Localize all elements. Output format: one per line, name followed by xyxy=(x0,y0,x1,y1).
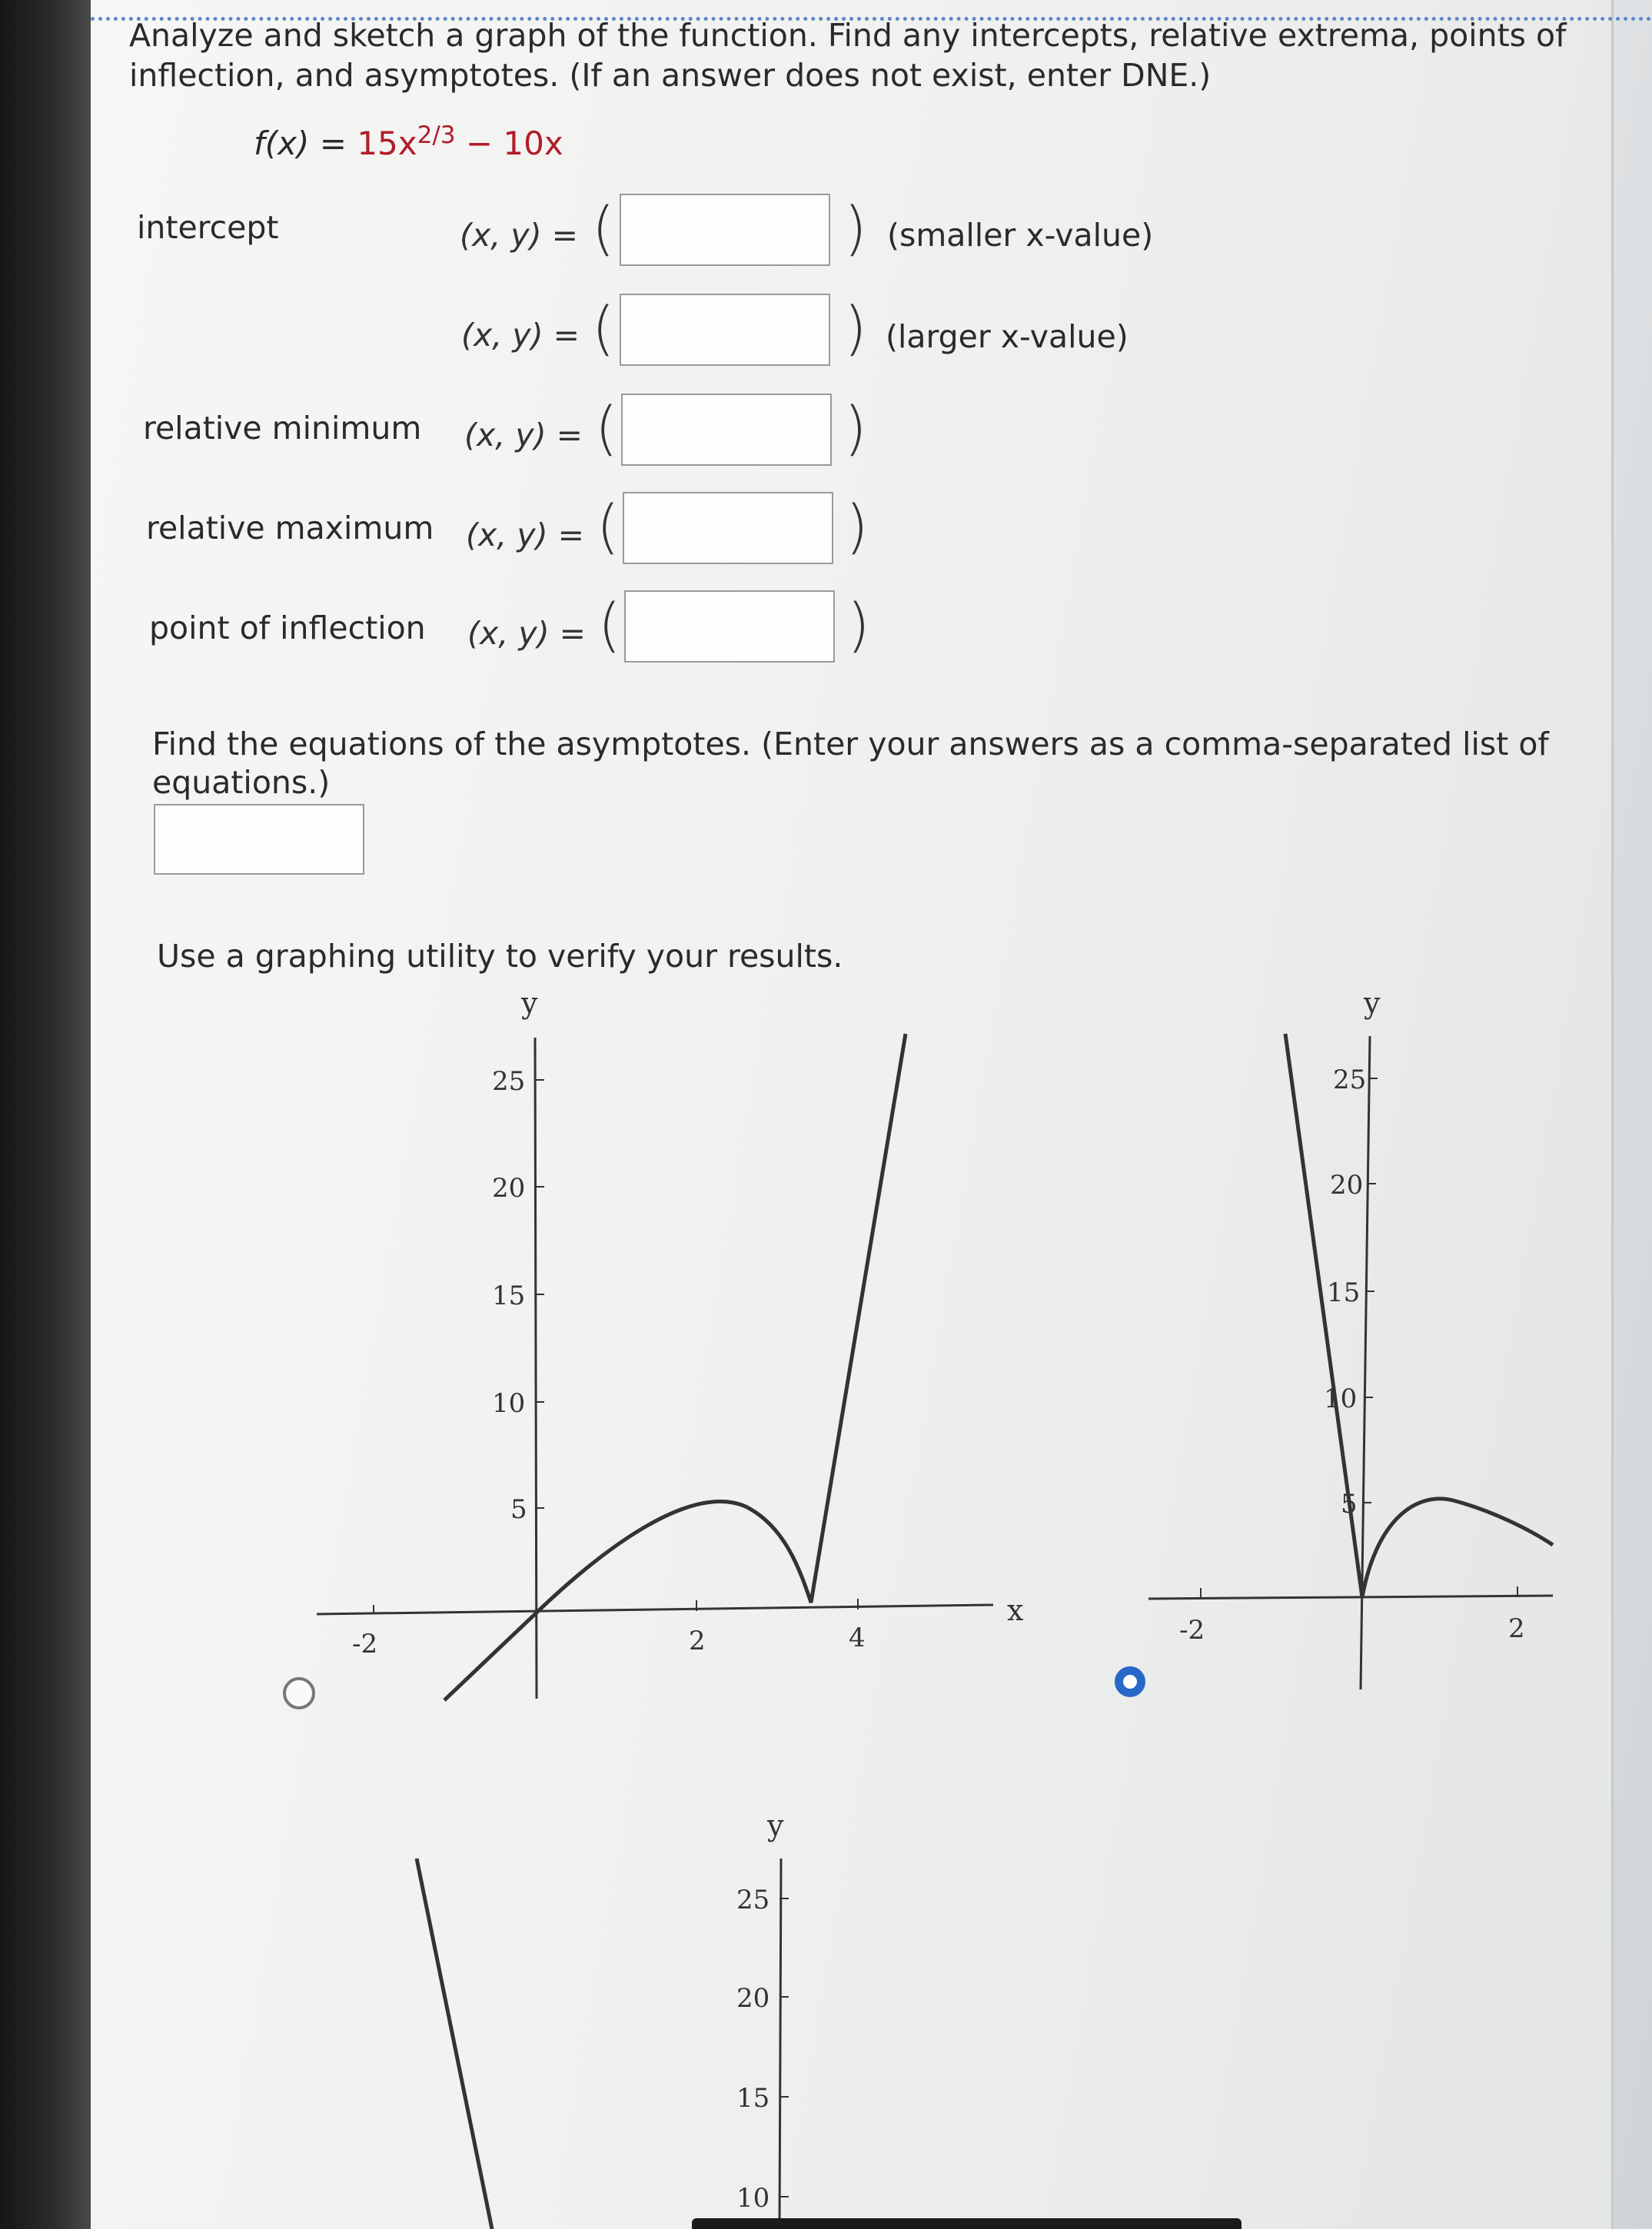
graph-1-x-label: x xyxy=(1007,1593,1024,1627)
graph-1-curve xyxy=(444,1034,906,1700)
graph-1-y-label: y xyxy=(521,986,538,1020)
asymptote-instruction-line-2: equations.) xyxy=(152,764,331,801)
function-rest: − 10x xyxy=(455,125,563,162)
xy-equals-label: (x, y) = xyxy=(461,317,580,354)
open-paren: ( xyxy=(597,492,620,560)
graph-2-curve xyxy=(1285,1034,1553,1597)
close-paren: ) xyxy=(847,590,870,659)
open-paren: ( xyxy=(592,194,615,262)
graphing-utility-prompt: Use a graphing utility to verify your results. xyxy=(157,938,843,975)
row-label-relative-maximum: relative maximum xyxy=(146,510,434,546)
graph-1-ytick-label: 15 xyxy=(492,1281,526,1311)
close-paren: ) xyxy=(846,492,869,560)
open-paren: ( xyxy=(598,590,621,659)
graph-3-curve xyxy=(417,1859,492,2229)
open-paren: ( xyxy=(595,394,618,462)
hint-larger-x: (larger x-value) xyxy=(886,318,1128,355)
close-paren: ) xyxy=(844,294,867,362)
graph-1-ytick-label: 5 xyxy=(510,1494,527,1525)
question-line-1: Analyze and sketch a graph of the function. Find any intercepts, relative extrema, points of xyxy=(129,17,1567,54)
graph-2-ytick-label: 25 xyxy=(1333,1065,1367,1095)
graph-2-xtick-label: 2 xyxy=(1508,1613,1525,1644)
hint-smaller-x: (smaller x-value) xyxy=(887,217,1154,254)
xy-equals-label: (x, y) = xyxy=(460,217,578,254)
graph-2-ytick-label: 10 xyxy=(1324,1384,1358,1414)
graph-1-y-axis xyxy=(535,1038,537,1699)
question-line-2: inflection, and asymptotes. (If an answer does not exist, enter DNE.) xyxy=(129,57,1212,94)
graph-3-y-axis xyxy=(779,1859,781,2229)
graph-3-ytick-label: 10 xyxy=(736,2183,770,2214)
xy-equals-label: (x, y) = xyxy=(464,417,583,453)
graph-3[interactable] xyxy=(417,1859,789,2229)
function-term-red: 15x xyxy=(357,125,417,162)
graph-1-radio[interactable] xyxy=(283,1677,315,1709)
graph-2-xtick-label: -2 xyxy=(1179,1615,1205,1646)
graph-1-ytick-label: 25 xyxy=(492,1066,526,1097)
graph-1-ytick-label: 20 xyxy=(492,1173,526,1204)
close-paren: ) xyxy=(844,394,867,462)
row-label-intercept: intercept xyxy=(137,209,279,246)
graph-3-ytick-label: 20 xyxy=(736,1983,770,2014)
graph-1-xtick-label: -2 xyxy=(352,1629,378,1659)
graph-2[interactable] xyxy=(1148,1034,1553,1689)
device-bezel xyxy=(692,2218,1241,2229)
graph-2-ytick-label: 20 xyxy=(1330,1170,1364,1201)
graph-2-ytick-label: 15 xyxy=(1327,1277,1361,1308)
graph-2-radio-selected[interactable] xyxy=(1115,1666,1145,1697)
function-lhs: f(x) = xyxy=(254,125,357,162)
graph-1-x-axis xyxy=(317,1605,993,1614)
graph-1[interactable] xyxy=(317,1034,993,1700)
row-label-relative-minimum: relative minimum xyxy=(143,410,422,447)
graph-3-ytick-label: 25 xyxy=(736,1885,770,1915)
close-paren: ) xyxy=(844,194,867,262)
open-paren: ( xyxy=(592,294,615,362)
graph-3-y-label: y xyxy=(767,1809,784,1842)
row-label-point-of-inflection: point of inflection xyxy=(149,610,426,646)
asymptote-instruction-line-1: Find the equations of the asymptotes. (Enter your answers as a comma-separated list of xyxy=(152,726,1549,762)
xy-equals-label: (x, y) = xyxy=(466,517,584,553)
graph-1-ytick-label: 10 xyxy=(492,1388,526,1419)
function-exponent: 2/3 xyxy=(417,121,456,149)
graph-2-ytick-label: 5 xyxy=(1341,1489,1358,1520)
xy-equals-label: (x, y) = xyxy=(467,615,586,652)
graph-1-xtick-label: 4 xyxy=(849,1623,866,1653)
graph-2-x-axis xyxy=(1148,1596,1553,1599)
graph-1-xtick-label: 2 xyxy=(689,1626,706,1656)
graph-3-ytick-label: 15 xyxy=(736,2083,770,2114)
graph-2-y-label: y xyxy=(1364,986,1381,1020)
